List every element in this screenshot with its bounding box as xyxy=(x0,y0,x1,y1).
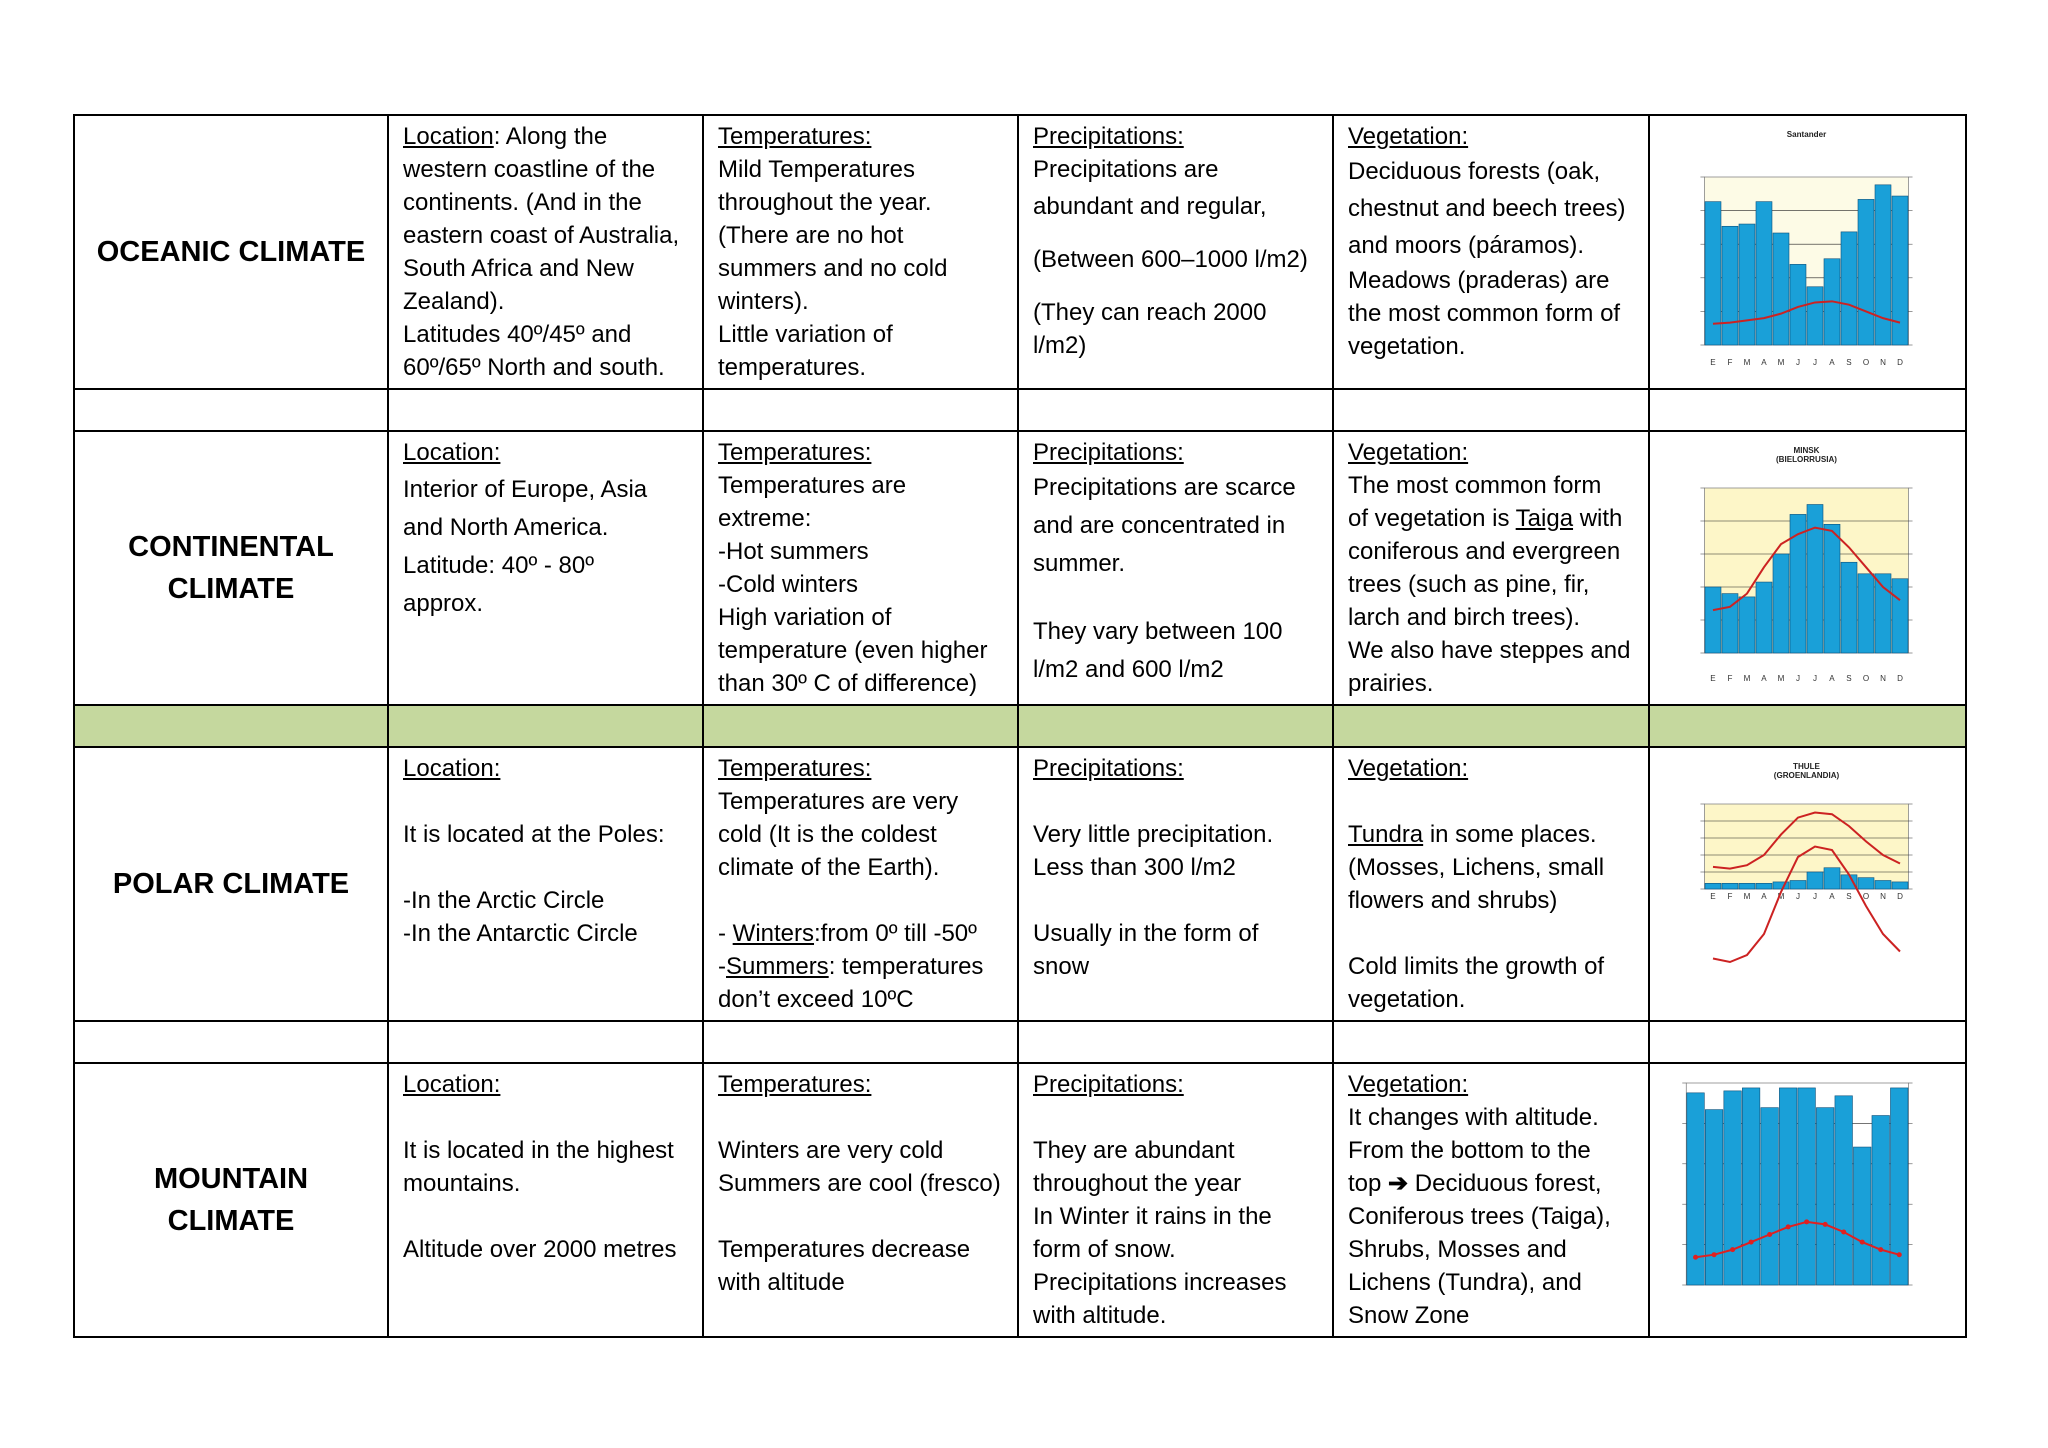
precip-bar xyxy=(1742,1088,1760,1285)
temperature-point xyxy=(1860,1240,1865,1245)
month-label: F xyxy=(1727,674,1733,683)
temperatures-line: Temperatures are xyxy=(718,472,907,499)
precip-bar xyxy=(1705,1110,1723,1285)
temperatures-line: - xyxy=(718,953,726,980)
mountain-precipitations-cell xyxy=(1018,1063,1333,1337)
precip-bar xyxy=(1705,883,1721,889)
location-line: South Africa and New xyxy=(403,255,634,282)
temperatures-line: Little variation of xyxy=(718,321,893,348)
location-line: eastern coast of Australia, xyxy=(403,222,680,249)
temperatures-heading: Temperatures: xyxy=(718,755,872,782)
month-label: J xyxy=(1812,358,1818,367)
line-gap xyxy=(1033,884,1318,917)
vegetation-line: flowers and shrubs) xyxy=(1348,887,1558,914)
winters-term: Winters xyxy=(732,920,815,947)
precip-bar xyxy=(1892,579,1908,653)
temperature-point xyxy=(1897,1252,1902,1257)
vegetation-line: Lichens (Tundra), and xyxy=(1348,1269,1582,1296)
temperature-point xyxy=(1712,1252,1717,1257)
month-label: J xyxy=(1795,892,1801,901)
temperature-point xyxy=(1786,1224,1791,1229)
polar-location-cell xyxy=(388,747,703,1021)
temperatures-line: temperatures. xyxy=(718,354,867,381)
mountain-row xyxy=(74,1063,1966,1337)
temperatures-line: -Hot summers xyxy=(718,538,869,565)
vegetation-line: We also have steppes and xyxy=(1348,637,1631,664)
climate-name-polar xyxy=(74,747,388,1021)
temperatures-line: : temperatures xyxy=(828,953,984,980)
month-label: M xyxy=(1743,358,1751,367)
precipitations-line: snow xyxy=(1033,953,1090,980)
plot-area xyxy=(1704,804,1908,889)
mountain-location-cell xyxy=(388,1063,703,1337)
continental-climograph-cell xyxy=(1649,431,1966,705)
precipitations-line: throughout the year xyxy=(1033,1170,1242,1197)
precip-bar xyxy=(1773,233,1789,345)
continental-vegetation-cell xyxy=(1333,431,1649,705)
month-label: D xyxy=(1897,674,1903,683)
temperatures-line: -Cold winters xyxy=(718,571,859,598)
vegetation-line: Snow Zone xyxy=(1348,1302,1470,1329)
climograph-minsk xyxy=(1656,443,1959,693)
temperature-point xyxy=(1693,1255,1698,1260)
temperatures-heading: Temperatures: xyxy=(718,1071,872,1098)
vegetation-line: Coniferous trees (Taiga), xyxy=(1348,1203,1611,1230)
chart-title: Santander xyxy=(1786,130,1827,139)
temperatures-line: :from 0º till -50º xyxy=(814,920,977,947)
location-line: Altitude over 2000 metres xyxy=(403,1236,677,1263)
month-label: E xyxy=(1710,892,1716,901)
month-label: A xyxy=(1761,674,1767,683)
location-line: -In the Antarctic Circle xyxy=(403,920,638,947)
climate-name-text: MOUNTAIN xyxy=(153,1163,309,1195)
precip-bar xyxy=(1872,1116,1890,1285)
precipitations-heading: Precipitations: xyxy=(1033,1071,1184,1098)
location-line: It is located in the highest xyxy=(403,1137,674,1164)
vegetation-line: Cold limits the growth of xyxy=(1348,953,1605,980)
month-label: M xyxy=(1743,892,1751,901)
month-label: J xyxy=(1812,674,1818,683)
temperatures-line: extreme: xyxy=(718,505,812,532)
location-heading: Location: xyxy=(403,439,501,466)
vegetation-line: prairies. xyxy=(1348,670,1434,697)
precipitations-line: Very little precipitation. xyxy=(1033,821,1274,848)
precipitations-line: They vary between 100 xyxy=(1033,618,1283,645)
oceanic-climograph-cell xyxy=(1649,115,1966,389)
precipitations-line: Less than 300 l/m2 xyxy=(1033,854,1236,881)
precip-bar xyxy=(1739,883,1755,889)
polar-precipitations-cell xyxy=(1018,747,1333,1021)
temperature-point xyxy=(1749,1240,1754,1245)
location-lines xyxy=(403,471,688,623)
vegetation-line: of vegetation is xyxy=(1348,505,1516,532)
precipitations-line: Precipitations are xyxy=(1033,156,1219,183)
precip-bar xyxy=(1841,232,1857,345)
precipitations-line: with altitude. xyxy=(1033,1302,1167,1329)
month-label: M xyxy=(1777,892,1785,901)
month-label: M xyxy=(1743,674,1751,683)
arrow-right-icon: ➔ xyxy=(1388,1170,1409,1197)
location-heading: Location: xyxy=(403,755,501,782)
temperatures-heading: Temperatures: xyxy=(718,123,872,150)
precip-bar xyxy=(1835,1096,1853,1285)
spacer-row xyxy=(74,1021,1966,1063)
climate-name-text: CLIMATE xyxy=(167,573,295,605)
month-label: D xyxy=(1897,358,1903,367)
precip-bar xyxy=(1892,882,1908,889)
polar-row xyxy=(74,747,1966,1021)
temperatures-line: throughout the year. xyxy=(718,189,932,216)
vegetation-heading: Vegetation: xyxy=(1348,123,1469,150)
climate-name-text: POLAR CLIMATE xyxy=(112,868,350,900)
month-label: M xyxy=(1777,674,1785,683)
precipitations-line: (They can reach 2000 xyxy=(1033,299,1267,326)
precip-bar xyxy=(1875,881,1891,890)
location-line: continents. (And in the xyxy=(403,189,642,216)
month-label: E xyxy=(1710,674,1716,683)
line-gap xyxy=(718,1200,1003,1233)
vegetation-line: in some places. xyxy=(1423,821,1597,848)
precipitations-line: Precipitations are scarce xyxy=(1033,474,1296,501)
temperatures-line: Temperatures are very xyxy=(718,788,959,815)
precip-bar xyxy=(1807,872,1823,889)
precip-bar xyxy=(1858,199,1874,345)
precip-bar xyxy=(1858,574,1874,653)
vegetation-line: vegetation. xyxy=(1348,333,1466,360)
location-line: approx. xyxy=(403,590,484,617)
climograph-thule xyxy=(1656,759,1959,1009)
climate-name-oceanic xyxy=(74,115,388,389)
precip-bar xyxy=(1790,881,1806,890)
vegetation-line: Deciduous forest, xyxy=(1408,1170,1602,1197)
month-label: N xyxy=(1880,674,1886,683)
vegetation-line: vegetation. xyxy=(1348,986,1466,1013)
vegetation-line: Shrubs, Mosses and xyxy=(1348,1236,1567,1263)
spacer-row-highlighted xyxy=(74,705,1966,747)
continental-temperatures-cell xyxy=(703,431,1018,705)
location-line: western coastline of the xyxy=(403,156,656,183)
vegetation-line: Deciduous forests (oak, xyxy=(1348,158,1601,185)
precip-bar xyxy=(1739,224,1755,345)
continental-precipitations-cell xyxy=(1018,431,1333,705)
month-label: F xyxy=(1727,358,1733,367)
temperature-point xyxy=(1878,1247,1883,1252)
oceanic-row xyxy=(74,115,1966,389)
line-gap xyxy=(403,1200,688,1233)
precip-bar xyxy=(1816,1108,1834,1285)
climate-name-text: OCEANIC CLIMATE xyxy=(96,236,366,268)
location-line: : Along the xyxy=(493,123,608,150)
chart-title: (BIELORRUSIA) xyxy=(1775,455,1837,464)
location-line: Interior of Europe, Asia xyxy=(403,476,648,503)
location-line: -In the Arctic Circle xyxy=(403,887,605,914)
temperatures-line: High variation of xyxy=(718,604,892,631)
month-label: A xyxy=(1761,892,1767,901)
vegetation-line: with xyxy=(1573,505,1623,532)
temperature-point xyxy=(1823,1222,1828,1227)
month-label: J xyxy=(1795,674,1801,683)
month-label: F xyxy=(1727,892,1733,901)
vegetation-heading: Vegetation: xyxy=(1348,439,1469,466)
line-gap xyxy=(1033,785,1318,818)
month-label: J xyxy=(1812,892,1818,901)
precip-bar xyxy=(1722,226,1738,345)
precipitations-heading: Precipitations: xyxy=(1033,755,1184,782)
precipitations-line: (Between 600–1000 l/m2) xyxy=(1033,246,1308,273)
precip-bar xyxy=(1739,597,1755,653)
precipitations-line: abundant and regular, xyxy=(1033,193,1267,220)
mountain-vegetation-cell xyxy=(1333,1063,1649,1337)
precip-bar xyxy=(1824,524,1840,653)
precipitations-line-wrap xyxy=(1033,296,1318,362)
climate-name-mountain xyxy=(74,1063,388,1337)
month-label: N xyxy=(1880,892,1886,901)
climate-table xyxy=(73,114,1967,1338)
month-label: O xyxy=(1862,358,1870,367)
vegetation-line: Meadows (praderas) are xyxy=(1348,267,1610,294)
mountain-climograph-cell xyxy=(1649,1063,1966,1337)
location-line: Zealand). xyxy=(403,288,505,315)
temperatures-line: Temperatures decrease xyxy=(718,1236,971,1263)
polar-temperatures-cell xyxy=(703,747,1018,1021)
temperatures-heading: Temperatures: xyxy=(718,439,872,466)
chart-title: MINSK xyxy=(1793,446,1820,455)
temperatures-line: than 30º C of difference) xyxy=(718,670,978,697)
precip-bar xyxy=(1773,554,1789,653)
oceanic-vegetation-cell xyxy=(1333,115,1649,389)
vegetation-heading: Vegetation: xyxy=(1348,1071,1469,1098)
vegetation-line: trees (such as pine, fir, xyxy=(1348,571,1590,598)
location-line: Latitude: 40º - 80º xyxy=(403,552,594,579)
precip-bar xyxy=(1756,883,1772,889)
vegetation-line: It changes with altitude. xyxy=(1348,1104,1599,1131)
precip-bar xyxy=(1807,287,1823,345)
precipitations-line: l/m2) xyxy=(1033,332,1087,359)
month-label: A xyxy=(1829,674,1835,683)
month-label: A xyxy=(1829,892,1835,901)
month-label: M xyxy=(1777,358,1785,367)
temperatures-line: don’t exceed 10ºC xyxy=(718,986,914,1013)
temperature-point xyxy=(1804,1219,1809,1224)
precipitations-line: and are concentrated in xyxy=(1033,512,1286,539)
continental-row xyxy=(74,431,1966,705)
chart-title: (GROENLANDIA) xyxy=(1773,771,1840,780)
line-gap xyxy=(1348,917,1634,950)
polar-climograph-cell xyxy=(1649,747,1966,1021)
month-label: A xyxy=(1829,358,1835,367)
precipitations-line: form of snow. xyxy=(1033,1236,1176,1263)
line-gap xyxy=(1033,1101,1318,1134)
polar-vegetation-cell xyxy=(1333,747,1649,1021)
line-gap xyxy=(718,884,1003,917)
climate-name-text: CLIMATE xyxy=(167,1205,295,1237)
precip-bar xyxy=(1841,562,1857,653)
vegetation-lines xyxy=(1348,153,1634,264)
precipitations-lines xyxy=(1033,613,1318,689)
location-line: Latitudes 40º/45º and xyxy=(403,321,632,348)
chart-title: THULE xyxy=(1793,762,1820,771)
temperatures-line: climate of the Earth). xyxy=(718,854,940,881)
precip-bar xyxy=(1705,587,1721,653)
precipitations-line: Usually in the form of xyxy=(1033,920,1259,947)
location-heading: Location: xyxy=(403,1071,501,1098)
spacer-row xyxy=(74,389,1966,431)
month-label: N xyxy=(1880,358,1886,367)
temperature-point xyxy=(1841,1229,1846,1234)
precipitations-line-wrap xyxy=(1033,243,1318,276)
line-gap xyxy=(403,851,688,884)
vegetation-line: and moors (páramos). xyxy=(1348,232,1585,259)
mountain-temperatures-cell xyxy=(703,1063,1018,1337)
vegetation-line: From the bottom to the xyxy=(1348,1137,1591,1164)
line-gap xyxy=(718,1101,1003,1134)
vegetation-line: The most common form xyxy=(1348,472,1602,499)
precip-bar xyxy=(1722,883,1738,889)
precipitations-heading: Precipitations: xyxy=(1033,439,1184,466)
vegetation-line: chestnut and beech trees) xyxy=(1348,195,1626,222)
temperatures-line: cold (It is the coldest xyxy=(718,821,937,848)
location-line: 60º/65º North and south. xyxy=(403,354,665,381)
temperatures-line: Winters are very cold xyxy=(718,1137,944,1164)
precipitations-line: l/m2 and 600 l/m2 xyxy=(1033,656,1224,683)
temperatures-line: summers and no cold xyxy=(718,255,948,282)
temperatures-line: with altitude xyxy=(718,1269,845,1296)
oceanic-location-cell xyxy=(388,115,703,389)
precip-bar xyxy=(1853,1147,1871,1285)
precip-bar xyxy=(1773,882,1789,889)
temperatures-line: - xyxy=(718,920,733,947)
precip-bar xyxy=(1756,582,1772,653)
precipitations-heading: Precipitations: xyxy=(1033,123,1184,150)
location-line: It is located at the Poles: xyxy=(403,821,665,848)
continental-location-cell xyxy=(388,431,703,705)
precipitations-line-wrap xyxy=(1033,190,1318,223)
line-gap xyxy=(1348,785,1634,818)
climograph-mountain xyxy=(1656,1075,1959,1325)
location-line: and North America. xyxy=(403,514,609,541)
temperatures-line: Mild Temperatures xyxy=(718,156,915,183)
vegetation-line: top xyxy=(1348,1170,1389,1197)
precip-bar xyxy=(1858,878,1874,889)
precipitations-line: Precipitations increases xyxy=(1033,1269,1287,1296)
precip-bar xyxy=(1824,868,1840,889)
vegetation-line: coniferous and evergreen xyxy=(1348,538,1621,565)
oceanic-precipitations-cell xyxy=(1018,115,1333,389)
temperature-point xyxy=(1767,1232,1772,1237)
precipitations-line: They are abundant xyxy=(1033,1137,1235,1164)
vegetation-line: larch and birch trees). xyxy=(1348,604,1581,631)
vegetation-line: (Mosses, Lichens, small xyxy=(1348,854,1605,881)
month-label: D xyxy=(1897,892,1903,901)
summers-term: Summers xyxy=(726,953,829,980)
precipitations-line: summer. xyxy=(1033,550,1126,577)
climate-name-continental xyxy=(74,431,388,705)
taiga-term: Taiga xyxy=(1515,505,1574,532)
month-label: E xyxy=(1710,358,1716,367)
precip-bar xyxy=(1892,196,1908,345)
climograph-santander xyxy=(1656,127,1959,377)
precip-bar xyxy=(1875,185,1891,345)
month-label: S xyxy=(1846,358,1852,367)
precip-bar xyxy=(1761,1108,1779,1285)
temperatures-line: Summers are cool (fresco) xyxy=(718,1170,1001,1197)
month-label: S xyxy=(1846,674,1852,683)
temperatures-line: temperature (even higher xyxy=(718,637,988,664)
temperatures-line: (There are no hot xyxy=(718,222,904,249)
location-heading: Location xyxy=(403,123,494,150)
month-label: A xyxy=(1761,358,1767,367)
month-label: J xyxy=(1795,358,1801,367)
vegetation-heading: Vegetation: xyxy=(1348,755,1469,782)
oceanic-temperatures-cell xyxy=(703,115,1018,389)
line-gap xyxy=(403,1101,688,1134)
line-gap xyxy=(403,785,688,818)
precip-bar xyxy=(1724,1091,1742,1285)
vegetation-line: the most common form of xyxy=(1348,300,1621,327)
month-label: S xyxy=(1846,892,1852,901)
month-label: O xyxy=(1862,674,1870,683)
location-line: mountains. xyxy=(403,1170,521,1197)
tundra-term: Tundra xyxy=(1348,821,1424,848)
temperature-point xyxy=(1730,1247,1735,1252)
precipitations-line: In Winter it rains in the xyxy=(1033,1203,1272,1230)
climate-name-text: CONTINENTAL xyxy=(128,531,334,563)
precipitations-lines xyxy=(1033,469,1318,583)
month-label: O xyxy=(1862,892,1870,901)
precip-bar xyxy=(1798,1088,1816,1285)
precip-bar xyxy=(1779,1088,1797,1285)
precip-bar xyxy=(1756,202,1772,345)
temperatures-line: winters). xyxy=(718,288,809,315)
